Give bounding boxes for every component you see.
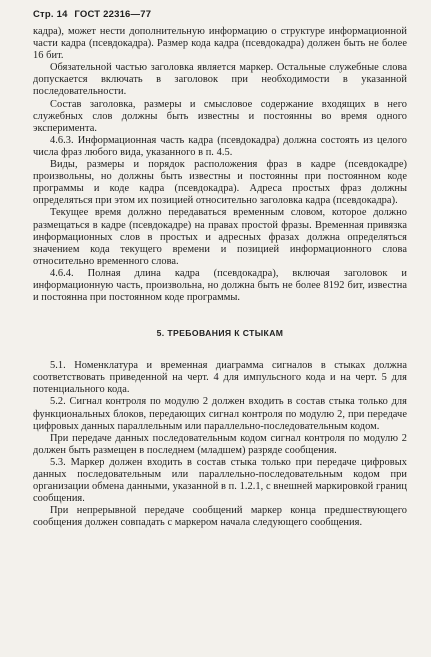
paragraph: Текущее время должно передаваться временным словом, которое должно размещаться в кадре (псевдокадре) на правах простой фразы. Временная привязка информационных слов в простых и адресных фразах должна определяться значением кода текущего времени и позицией информационного слова относительно временного слова. bbox=[33, 207, 407, 267]
paragraph: При передаче данных последовательным кодом сигнал контроля по модулю 2 должен быть размещен в последнем (младшем) разряде сообщения. bbox=[33, 432, 407, 456]
paragraph: 5.3. Маркер должен входить в состав стыка только при передаче цифровых данных последовательным или параллельно-последовательным кодом при организации обмена данными, указанной в п. 1.2.1, с внешней маркировкой границ сообщения. bbox=[33, 456, 407, 505]
paragraph: Виды, размеры и порядок расположения фраз в кадре (псевдокадре) произвольны, но должны быть известны и постоянны при постоянном коде программы и коде кадра (псевдокадра). Адреса простых фраз должны определяться при этом их позицией относительно заголовка кадра (псевдокадра). bbox=[33, 159, 407, 207]
paragraph: 4.6.4. Полная длина кадра (псевдокадра), включая заголовок и информационную часть, произвольна, но должна быть не более 8192 бит, известна и постоянна при постоянном коде программы. bbox=[33, 267, 407, 304]
paragraph: кадра), может нести дополнительную информацию о структуре информационной части кадра (псевдокадра). Размер кода кадра (псевдокадра) должен быть не более 16 бит. bbox=[33, 26, 407, 62]
section-title: 5. ТРЕБОВАНИЯ К СТЫКАМ bbox=[156, 328, 284, 339]
paragraph: При непрерывной передаче сообщений маркер конца предшествующего сообщения должен совпадать с маркером начала следующего сообщения. bbox=[33, 505, 407, 529]
paragraph: 4.6.3. Информационная часть кадра (псевдокадра) должна состоять из целого числа фраз любого вида, указанного в п. 4.5. bbox=[33, 134, 407, 158]
page-header bbox=[33, 9, 407, 20]
paragraph: 5.2. Сигнал контроля по модулю 2 должен входить в состав стыка только для функциональных блоков, передающих сигнал контроля по модулю 2, при передаче цифровых данных параллельным или параллельно-последовательным кодом. bbox=[33, 396, 407, 432]
paragraph: 5.1. Номенклатура и временная диаграмма сигналов в стыках должна соответствовать приведенной на черт. 4 для импульсного кода и на черт. 5 для потенциального кода. bbox=[33, 360, 407, 396]
page-number-label: Стр. 14 bbox=[33, 9, 68, 20]
standard-code: ГОСТ 22316—77 bbox=[74, 9, 152, 20]
paragraph: Обязательной частью заголовка является маркер. Остальные служебные слова допускается включать в заголовок при необходимости в указанной последовательности. bbox=[33, 62, 407, 98]
paragraph: Состав заголовка, размеры и смысловое содержание входящих в него служебных слов должны быть известны и постоянны во время одного эксперимента. bbox=[33, 98, 407, 134]
